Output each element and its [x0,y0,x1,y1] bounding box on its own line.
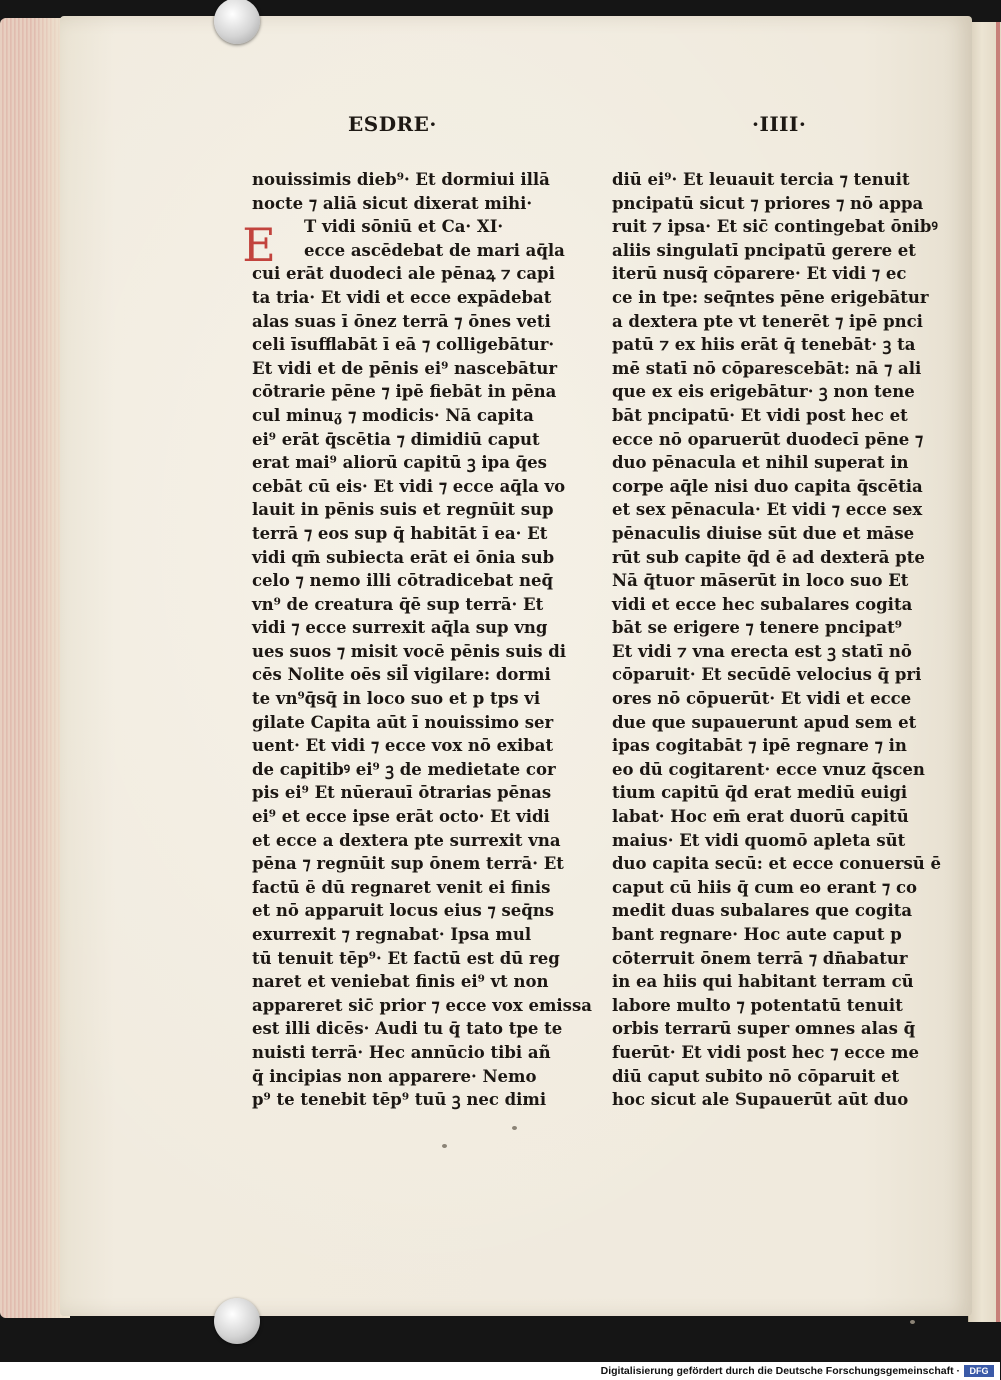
paper-blemish [442,1144,447,1148]
text-line: duo pēnacula et nihil superat in [612,453,909,473]
text-line: mē statī nō cōparescebāt: nā ⁊ ali [612,358,922,378]
red-page-edge [996,22,1000,1322]
text-line: bāt pncipatū· Et vidi post hec et [612,405,908,425]
text-line: naret et veniebat finis ei⁹ vt non [252,972,549,992]
text-line: pncipatū sicut ⁊ priores ⁊ nō appa [612,193,924,213]
text-line: celo ⁊ nemo illi cōtradicebat neq̄ [252,571,554,591]
text-line: te vn⁹q̄sq̄ in loco suo et p tps vi [252,689,541,709]
red-initial-letter: E [242,218,276,272]
text-line: orbis terrarū super omnes alas q̄ [612,1019,916,1039]
text-line: ei⁹ erāt q̄scētia ⁊ dimidiū caput [252,429,540,449]
text-line: rūt sub capite q̄d ē ad dexterā pte [612,547,925,567]
page-clip-bottom [214,1298,260,1344]
dfg-logo: DFG [964,1365,994,1377]
running-head-right: ·IIII· [752,112,807,136]
text-line: ei⁹ et ecce ipse erāt octo· Et vidi [252,807,550,827]
text-line: pēnaculis diuise sūt due et māse [612,523,915,543]
text-line: medit duas subalares que cogita [612,901,913,921]
text-line: ores nō cōpuerūt· Et vidi et ecce [612,689,912,709]
text-line: nocte ⁊ aliā sicut dixerat mihi· [252,193,533,213]
text-line: corpe aq̄le nisi duo capita q̄scētia [612,476,923,496]
text-line: diū caput subito nō cōparuit et [612,1066,900,1086]
text-line: bant regnare· Hoc aute caput p [612,925,902,944]
text-line: de capitibꝰ ei⁹ ꝫ de medietate cor [252,759,556,779]
text-line: appareret sic̄ prior ⁊ ecce vox emissa [252,995,592,1015]
text-line: in ea hiis qui habitant terram cū [612,972,914,992]
text-line: q̄ incipias non apparere· Nemo [252,1066,537,1086]
text-line: a dextera pte vt tenerēt ⁊ ipē pnci [612,311,923,331]
text-line: est illi dicēs· Audi tu q̄ tato tpe te [252,1019,563,1039]
page-clip-top [214,0,260,44]
text-line: Et vidi ⁊ vna erecta est ꝫ statī nō [612,641,912,661]
text-line: cui erāt duodeci ale pēnaꝝ ⁊ capi [252,264,555,284]
text-line: exurrexit ⁊ regnabat· Ipsa mul [252,925,532,944]
text-line: labat· Hoc em̄ erat duorū capitū [612,807,909,827]
text-line: ce in tpe: seq̄ntes pēne erigebātur [612,287,929,307]
text-line: maius· Et vidi quomō apleta sūt [612,830,906,850]
paper-blemish [910,1320,915,1324]
text-line: et nō apparuit locus eius ⁊ seq̄ns [252,901,555,921]
text-line: gilate Capita aūt ī nouissimo ser [252,712,554,732]
text-line: fuerūt· Et vidi post hec ⁊ ecce me [612,1042,919,1062]
text-line: et ecce a dextera pte surrexit vna [252,830,561,850]
text-line: uent· Et vidi ⁊ ecce vox nō exibat [252,736,554,756]
text-line: tū tenuit tēp⁹· Et factū est dū reg [252,948,560,968]
text-line: iterū nusq̄ cōparere· Et vidi ⁊ ec [612,264,907,284]
text-line: vidi et ecce hec subalares cogita [612,594,913,614]
text-line: Nā q̄tuor māserūt in loco suo Et [612,571,909,591]
text-line: nouissimis dieb⁹· Et dormiui illā [252,170,550,189]
text-line: cōparuit· Et secūdē velocius q̄ pri [612,665,922,685]
text-line: lauit in pēnis suis et regnūit sup [252,500,554,520]
text-column-right [612,168,942,1112]
text-line: cōtrarie pēne ⁊ ipē fiebāt in pēna [252,382,557,402]
text-line: hoc sicut ale Supauerūt aūt duo [612,1090,909,1110]
text-line: ecce ascēdebat de mari aq̄la [304,240,565,260]
text-line: patū ⁊ ex hiis erāt q̄ tenebāt· ꝫ ta [612,335,916,355]
text-line: alas suas ī ōnez terrā ⁊ ōnes veti [252,311,551,331]
funding-notice: Digitalisierung gefördert durch die Deutsche Forschungsgemeinschaft · [600,1365,960,1377]
text-line: duo capita secū: et ecce conuersū ē [612,854,942,874]
paper-blemish [512,1126,517,1130]
text-line: labore multo ⁊ potentatū tenuit [612,995,903,1015]
text-line: due que supauerunt apud sem et [612,712,917,732]
text-line: cul minuᵹ ⁊ modicis· Nā capita [252,405,534,425]
text-line: cebāt cū eis· Et vidi ⁊ ecce aq̄la vo [252,476,566,496]
text-line: pēna ⁊ regnūit sup ōnem terrā· Et [252,854,564,874]
text-line: Et vidi et de pēnis ei⁹ nascebātur [252,358,558,378]
text-line: ruit ⁊ ipsa· Et sic̄ contingebat ōnibꝰ [612,217,938,237]
text-line: p⁹ te tenebit tēp⁹ tuū ꝫ nec dimi [252,1090,547,1110]
text-line: tium capitū q̄d erat mediū euigi [612,783,908,803]
text-line: pis ei⁹ Et nūerauī ōtrarias pēnas [252,783,552,803]
text-line: ipas cogitabāt ⁊ ipē regnare ⁊ in [612,736,907,756]
text-line: cōterruit ōnem terrā ⁊ dn̄abatur [612,948,908,968]
running-head-left: ESDRE· [348,112,437,136]
text-line: factū ē dū regnaret venit ei finis [252,877,551,897]
text-line: que ex eis erigebātur· ꝫ non tene [612,382,915,402]
text-line: vidi qm̄ subiecta erāt ei ōnia sub [252,547,555,567]
text-line: ues suos ⁊ misit vocē pēnis suis di [252,641,567,661]
text-line: caput cū hiis q̄ cum eo erant ⁊ co [612,877,918,897]
text-line: vidi ⁊ ecce surrexit aq̄la sup vng [252,618,548,638]
text-line: erat mai⁹ aliorū capitū ꝫ ipa q̄es [252,453,547,473]
text-line: T vidi sōniū et Ca· XI· [304,217,504,237]
digitization-footer [0,1362,1000,1380]
text-column-left [252,168,592,1112]
text-line: nuisti terrā· Hec annūcio tibi añ [252,1042,551,1062]
text-line: eo dū cogitarent· ecce vnuz q̄scen [612,759,925,779]
text-line: ecce nō oparuerūt duodecī pēne ⁊ [612,429,924,449]
text-line: terrā ⁊ eos sup q̄ habitāt ī ea· Et [252,523,548,543]
text-line: et sex pēnacula· Et vidi ⁊ ecce sex [612,500,923,520]
text-line: ta tria· Et vidi et ecce expādebat [252,287,552,307]
text-line: aliis singulatī pncipatū gerere et [612,240,916,260]
text-line: diū ei⁹· Et leuauit tercia ⁊ tenuit [612,170,910,189]
text-line: bāt se erigere ⁊ tenere pncipat⁹ [612,618,902,638]
text-line: vn⁹ de creatura q̄ē sup terrā· Et [252,594,544,614]
text-line: celi īsufflabāt ī eā ⁊ colligebātur· [252,335,555,355]
text-line: cēs Nolite oēs sil̄ vigilare: dormi [252,665,551,685]
